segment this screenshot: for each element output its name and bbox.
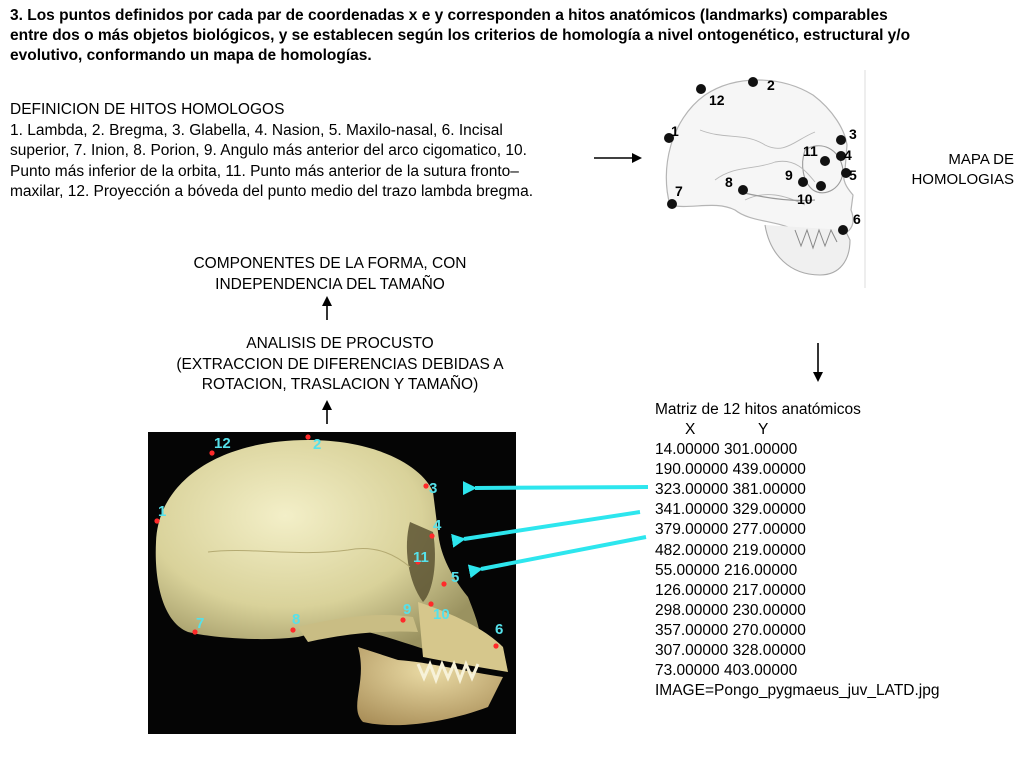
sketch-label-2: 2	[767, 77, 775, 93]
skull-photo	[148, 432, 516, 734]
matrix-image-line: IMAGE=Pongo_pygmaeus_juv_LATD.jpg	[655, 682, 940, 700]
sketch-label-4: 4	[844, 147, 852, 163]
sketch-landmark-9	[798, 177, 808, 187]
sketch-label-11: 11	[803, 143, 818, 159]
photo-label-12: 12	[214, 435, 231, 452]
matrix-row: 341.00000 329.00000	[655, 501, 806, 519]
skull-sketch-map	[655, 70, 870, 288]
sketch-label-3: 3	[849, 126, 857, 142]
procrustes-line: ROTACION, TRASLACION Y TAMAÑO)	[201, 376, 479, 393]
matrix-row: 298.00000 230.00000	[655, 601, 806, 619]
photo-landmark-2	[305, 434, 310, 439]
sketch-landmark-11	[820, 156, 830, 166]
homology-map-label	[880, 150, 1014, 190]
matrix-row: 482.00000 219.00000	[655, 541, 806, 559]
shape-components-text	[150, 254, 510, 295]
matrix-row: 126.00000 217.00000	[655, 581, 806, 599]
photo-landmark-9	[400, 617, 405, 622]
matrix-row: 307.00000 328.00000	[655, 642, 806, 660]
photo-label-9: 9	[403, 601, 412, 618]
sketch-landmark-3	[836, 135, 846, 145]
sketch-landmark-8	[738, 185, 748, 195]
photo-label-5: 5	[451, 569, 460, 586]
sketch-landmark-7	[667, 199, 677, 209]
heading-line: 3. Los puntos definidos por cada par de coordenadas x e y corresponden a hitos anatómicos (landmarks) comparables	[10, 7, 888, 24]
photo-label-1: 1	[158, 503, 167, 520]
photo-label-2: 2	[313, 436, 322, 453]
sketch-label-8: 8	[725, 174, 733, 190]
procrustes-line: ANALISIS DE PROCUSTO	[246, 335, 434, 352]
photo-landmark-5	[441, 581, 446, 586]
matrix-row: 14.00000 301.00000	[655, 441, 798, 459]
definitions-line: Punto más inferior de la orbita, 11. Punto más anterior de la sutura fronto–	[10, 162, 519, 180]
photo-label-10: 10	[433, 606, 450, 623]
definitions-line: superior, 7. Inion, 8. Porion, 9. Angulo más anterior del arco cigomatico, 10.	[10, 142, 527, 159]
sketch-label-12: 12	[709, 92, 725, 108]
photo-label-3: 3	[429, 480, 438, 497]
matrix-col-x: X	[685, 421, 696, 439]
sketch-label-10: 10	[797, 191, 813, 207]
definitions-line: maxilar, 12. Proyección a bóveda del punto medio del trazo lambda bregma.	[10, 183, 533, 200]
sketch-label-9: 9	[785, 167, 793, 183]
procrustes-analysis-text	[150, 334, 530, 396]
definitions-line: 1. Lambda, 2. Bregma, 3. Glabella, 4. Nasion, 5. Maxilo-nasal, 6. Incisal	[10, 121, 503, 139]
sketch-label-1: 1	[671, 123, 679, 139]
sketch-label-6: 6	[853, 211, 861, 227]
photo-landmark-8	[290, 627, 295, 632]
matrix-title: Matriz de 12 hitos anatómicos	[655, 401, 861, 418]
photo-landmark-4	[429, 533, 434, 538]
heading-line: evolutivo, conformando un mapa de homologías.	[10, 47, 372, 64]
matrix-header	[655, 420, 939, 440]
photo-label-8: 8	[292, 611, 301, 628]
procrustes-line: (EXTRACCION DE DIFERENCIAS DEBIDAS A	[176, 355, 504, 373]
matrix-row: 55.00000 216.00000	[655, 561, 798, 579]
matrix-row: 190.00000 439.00000	[655, 461, 806, 479]
components-line: COMPONENTES DE LA FORMA, CON	[193, 255, 467, 272]
photo-label-4: 4	[433, 517, 442, 534]
landmark-matrix	[655, 400, 939, 701]
photo-label-7: 7	[196, 615, 205, 632]
matrix-row: 73.00000 403.00000	[655, 662, 798, 680]
photo-label-6: 6	[495, 621, 504, 638]
matrix-row: 323.00000 381.00000	[655, 481, 806, 499]
definitions-title: DEFINICION DE HITOS HOMOLOGOS	[10, 101, 285, 118]
matrix-row: 357.00000 270.00000	[655, 621, 806, 639]
map-label-line: MAPA DE	[948, 151, 1014, 168]
matrix-row: 379.00000 277.00000	[655, 521, 806, 539]
matrix-col-y: Y	[758, 421, 769, 439]
sketch-landmark-12	[696, 84, 706, 94]
photo-label-11: 11	[413, 549, 429, 566]
heading-text	[10, 6, 1010, 66]
sketch-landmark-6	[838, 225, 848, 235]
photo-landmark-3	[423, 483, 428, 488]
sketch-landmark-10	[816, 181, 826, 191]
heading-line: entre dos o más objetos biológicos, y se establecen según los criterios de homología a nivel ontogenético, estructural y/o	[10, 27, 911, 44]
sketch-label-5: 5	[849, 167, 857, 183]
map-label-line: HOMOLOGIAS	[911, 171, 1014, 188]
components-line: INDEPENDENCIA DEL TAMAÑO	[215, 275, 445, 293]
landmark-definitions	[10, 100, 595, 203]
sketch-label-7: 7	[675, 183, 683, 199]
sketch-landmark-2	[748, 77, 758, 87]
photo-landmark-6	[493, 643, 498, 648]
